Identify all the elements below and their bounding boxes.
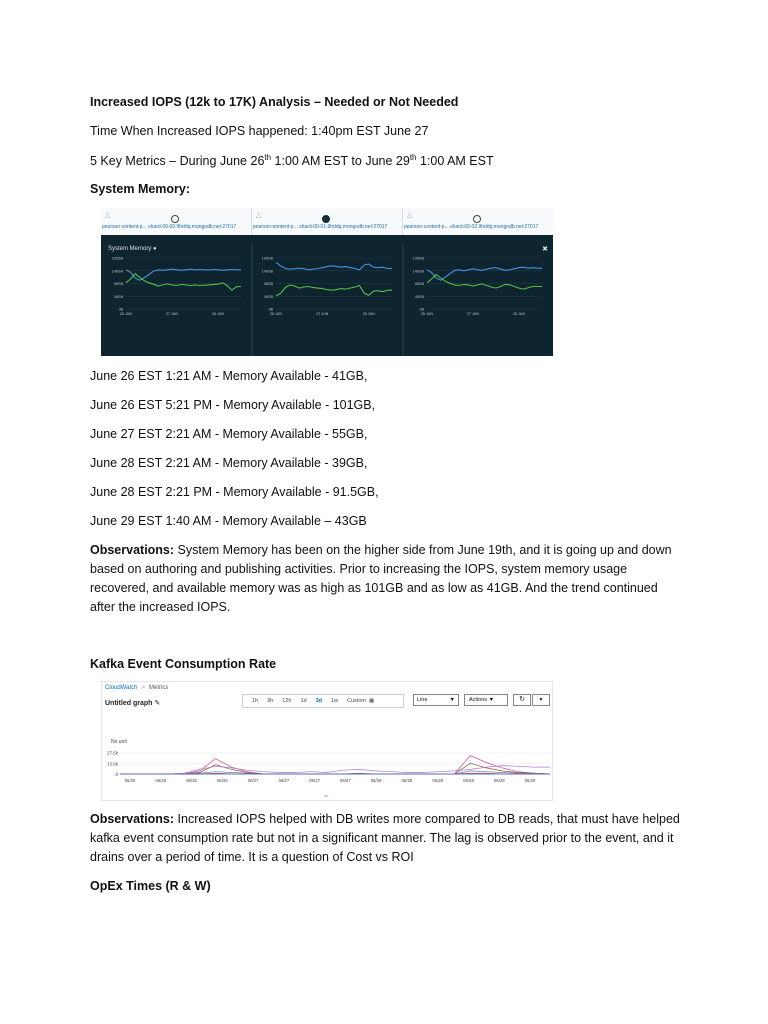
memory-series-line xyxy=(276,285,392,296)
key-metrics-part1: 5 Key Metrics – During June 26 xyxy=(90,154,265,169)
range-1d[interactable]: 1d xyxy=(300,698,307,704)
info-icon[interactable]: ● xyxy=(153,246,157,252)
range-12h[interactable]: 12h xyxy=(282,698,292,704)
actions-label: Actions xyxy=(469,697,488,703)
x-tick-label: 06/27 xyxy=(340,778,351,783)
range-1h[interactable]: 1h xyxy=(252,698,259,704)
range-1w[interactable]: 1w xyxy=(330,698,339,704)
y-tick-label: 195GB xyxy=(261,256,273,261)
y-axis-unit: No unit xyxy=(111,739,127,745)
graph-title-text: Untitled graph xyxy=(105,700,153,707)
caret-down-icon[interactable]: ▼ xyxy=(532,694,550,706)
x-tick-label: 06/26 xyxy=(155,778,167,783)
opex-heading: OpEx Times (R & W) xyxy=(90,879,211,893)
x-tick-label: 06/28 xyxy=(432,778,444,783)
observations-kafka xyxy=(90,810,680,867)
x-tick-label: 26 JUN xyxy=(270,312,282,316)
caret-icon: △ xyxy=(256,212,262,219)
y-tick-label: 146GB xyxy=(261,269,273,274)
key-metrics-sup2: th xyxy=(409,153,417,162)
y-tick-label: 0B xyxy=(268,307,273,312)
y-tick-label: 98GB xyxy=(263,282,273,286)
host-cell-2[interactable] xyxy=(403,208,553,235)
host-cell-0[interactable] xyxy=(101,208,252,235)
host-name: pearson-content-p... shard-00-01.9hddq.mongodb.net:27017 xyxy=(253,224,388,230)
host-status-icon xyxy=(322,215,330,223)
refresh-icon[interactable]: ↻ xyxy=(513,694,531,706)
host-status-icon xyxy=(473,215,481,223)
calendar-icon[interactable]: ▦ xyxy=(368,698,375,704)
pencil-icon[interactable]: ✎ xyxy=(154,700,161,707)
panel-title-text: System Memory xyxy=(108,246,152,252)
x-tick-label: 28 JUN xyxy=(212,312,224,316)
x-tick-label: 27 JUN xyxy=(166,312,178,316)
host-status-icon xyxy=(171,215,179,223)
host-name: pearson-content-p... shard-00-00.9hddq.mongodb.net:27017 xyxy=(102,224,237,230)
key-metrics-part2: 1:00 AM EST to June 29 xyxy=(271,154,410,169)
x-tick-label: 26 JUN xyxy=(421,312,433,316)
y-tick-label: 146GB xyxy=(111,269,123,274)
kafka-heading: Kafka Event Consumption Rate xyxy=(90,657,277,671)
breadcrumb-separator: > xyxy=(141,685,145,691)
system-memory-charts xyxy=(101,235,553,356)
x-tick-label: 27 JUN xyxy=(316,312,329,316)
observations-label: Observations: xyxy=(90,543,175,557)
kafka-series-line xyxy=(120,763,550,774)
x-tick-label: 06/26 xyxy=(216,778,228,783)
y-tick-label: 195GB xyxy=(111,256,123,261)
cloudwatch-screenshot xyxy=(101,681,553,801)
x-tick-label: 06/26 xyxy=(186,778,197,783)
x-tick-label: 28 JUN xyxy=(362,312,375,316)
observations-memory xyxy=(90,541,680,617)
iops-time-line: Time When Increased IOPS happened: 1:40pm EST June 27 xyxy=(90,124,429,138)
key-metrics-part3: 1:00 AM EST xyxy=(416,154,494,169)
range-3h[interactable]: 3h xyxy=(267,698,274,704)
key-metrics-line xyxy=(90,153,494,168)
y-tick-label: 49GB xyxy=(113,294,123,299)
x-tick-label: 27 JUN xyxy=(467,312,479,316)
y-tick-label: 195GB xyxy=(412,256,424,261)
host-selector-bar xyxy=(101,208,553,235)
key-metrics-sup1: th xyxy=(264,153,272,162)
breadcrumb-cloudwatch[interactable]: CloudWatch xyxy=(105,685,138,691)
caret-down-icon: ▼ xyxy=(488,697,495,703)
memory-series-line xyxy=(427,275,542,290)
memory-entry: June 28 EST 2:21 AM - Memory Available - 39GB, xyxy=(90,456,368,470)
x-tick-label: 06/27 xyxy=(278,778,290,783)
kafka-consumption-chart xyxy=(102,682,552,800)
y-tick-label: 49GB xyxy=(414,294,424,299)
memory-series-line xyxy=(126,274,241,291)
y-tick-label: 98GB xyxy=(113,282,123,286)
x-tick-label: 06/27 xyxy=(309,778,320,783)
y-tick-label: 27.5k xyxy=(106,750,118,756)
system-memory-screenshot xyxy=(101,208,553,356)
observations-text: System Memory has been on the higher side from June 19th, and it is going up and down based on authoring and publishing activities. Prior to increasing the IOPS, system memory usage recovered, and available memory was as high as 101GB and as low as 41GB. And the trend continued after the increased IOPS. xyxy=(90,543,672,614)
x-tick-label: 06/29 xyxy=(524,778,536,783)
memory-entry: June 27 EST 2:21 AM - Memory Available - 55GB, xyxy=(90,427,368,441)
host-name: pearson-content-p... shard-00-02.9hddq.mongodb.net:27017 xyxy=(404,224,539,230)
memory-entry: June 29 EST 1:40 AM - Memory Available – 43GB xyxy=(90,514,367,528)
kafka-series-line xyxy=(120,766,550,774)
x-tick-label: 06/27 xyxy=(247,778,259,783)
x-tick-label: 26 JUN xyxy=(120,312,132,316)
x-tick-label: 06/28 xyxy=(401,778,413,783)
caret-icon: △ xyxy=(407,212,413,219)
memory-entry: June 28 EST 2:21 PM - Memory Available - 91.5GB, xyxy=(90,485,379,499)
y-tick-label: 0 xyxy=(115,771,118,777)
observations-text: Increased IOPS helped with DB writes more compared to DB reads, that must have helped kafka event consumption rate but not in a significant manner. The lag is observed prior to the event, and it drains over a period of time. It is a question of Cost vs ROI xyxy=(90,812,680,864)
range-custom[interactable]: Custom xyxy=(347,698,366,704)
y-tick-label: 146GB xyxy=(412,269,424,274)
system-memory-heading: System Memory: xyxy=(90,182,191,196)
close-icon[interactable]: ✖ xyxy=(542,246,548,253)
caret-icon: △ xyxy=(105,212,111,219)
chart-type-value: Line xyxy=(417,697,428,703)
observations-label: Observations: xyxy=(90,812,175,826)
caret-down-icon: ▼ xyxy=(449,697,455,703)
y-tick-label: 0B xyxy=(419,307,424,312)
y-tick-label: 98GB xyxy=(414,282,424,286)
memory-entry: June 26 EST 1:21 AM - Memory Available - 41GB, xyxy=(90,369,368,383)
y-tick-label: 13.6k xyxy=(106,761,118,767)
range-3d[interactable]: 3d xyxy=(315,698,322,704)
document-title: Increased IOPS (12k to 17K) Analysis – Needed or Not Needed xyxy=(90,95,459,109)
memory-entry: June 26 EST 5:21 PM - Memory Available - 101GB, xyxy=(90,398,376,412)
y-tick-label: 0B xyxy=(118,307,123,312)
host-cell-1[interactable] xyxy=(252,208,403,235)
x-tick-label: 28 JUN xyxy=(513,312,525,316)
x-tick-label: 06/29 xyxy=(493,778,505,783)
memory-series-line xyxy=(427,267,542,280)
breadcrumb-metrics: Metrics xyxy=(148,685,169,691)
x-tick-label: 06/28 xyxy=(463,778,474,783)
memory-series-line xyxy=(276,262,392,269)
x-tick-label: 06/28 xyxy=(370,778,382,783)
x-tick-label: 06/26 xyxy=(124,778,136,783)
y-tick-label: 49GB xyxy=(263,294,273,299)
resize-handle[interactable]: ═ xyxy=(324,794,329,800)
